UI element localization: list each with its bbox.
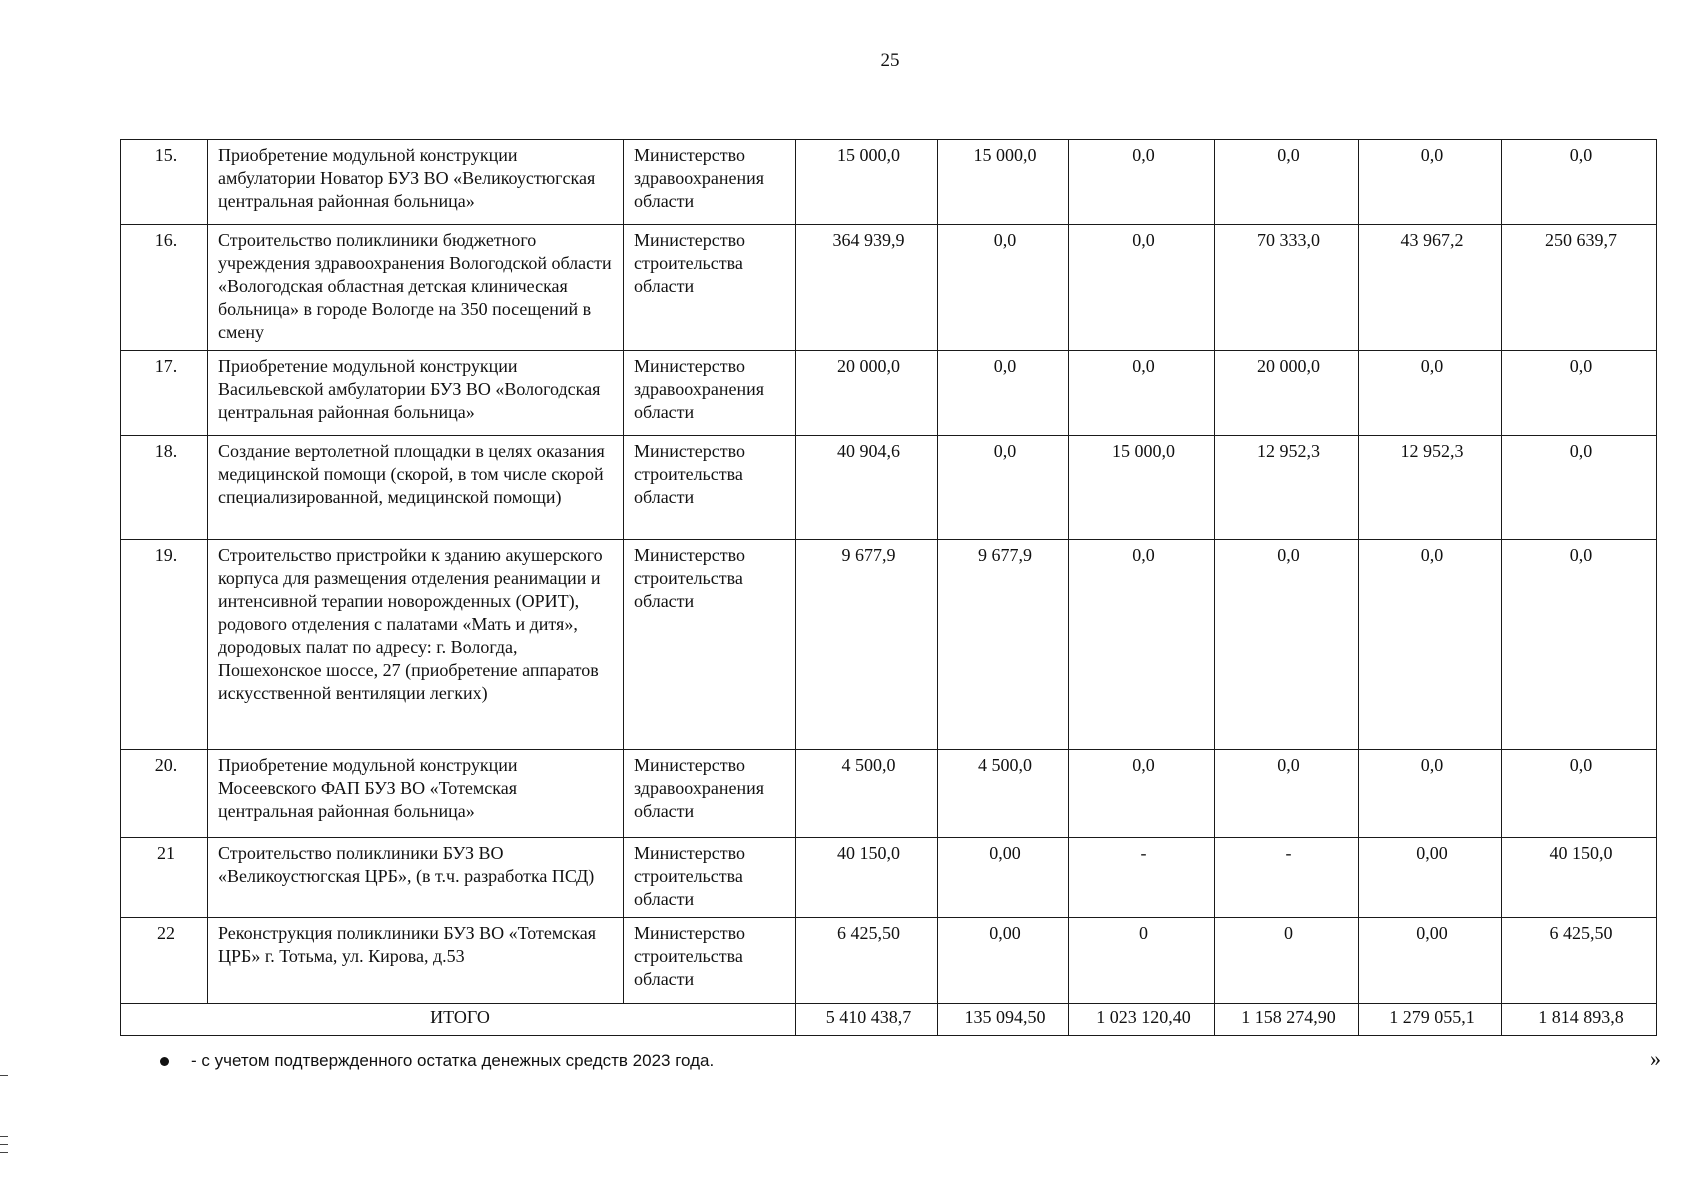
value-total: 40 904,6 bbox=[796, 436, 938, 540]
value-col-6: 6 425,50 bbox=[1502, 918, 1657, 1004]
value-col-6: 0,0 bbox=[1502, 140, 1657, 225]
table-row bbox=[121, 540, 1657, 750]
table-row bbox=[121, 225, 1657, 351]
value-col-6: 0,0 bbox=[1502, 540, 1657, 750]
row-description: Строительство поликлиники бюджетного учреждения здравоохранения Вологодской области «Вологодская областная детская клиническая больница» в городе Вологде на 350 посещений в смену bbox=[208, 225, 624, 351]
value-col-4: - bbox=[1215, 838, 1359, 918]
value-col-6: 0,0 bbox=[1502, 436, 1657, 540]
value-col-2: 4 500,0 bbox=[938, 750, 1069, 838]
value-col-3: 0,0 bbox=[1069, 540, 1215, 750]
row-responsible: Министерство строительства области bbox=[624, 918, 796, 1004]
value-col-4: 70 333,0 bbox=[1215, 225, 1359, 351]
row-description: Создание вертолетной площадки в целях оказания медицинской помощи (скорой, в том числе скорой специализированной, медицинской помощи) bbox=[208, 436, 624, 540]
value-col-4: 0,0 bbox=[1215, 540, 1359, 750]
total-row bbox=[121, 1004, 1657, 1036]
row-description: Приобретение модульной конструкции Мосеевского ФАП БУЗ ВО «Тотемская центральная районная больница» bbox=[208, 750, 624, 838]
value-total: 15 000,0 bbox=[796, 140, 938, 225]
value-total: 40 150,0 bbox=[796, 838, 938, 918]
value-col-3: 15 000,0 bbox=[1069, 436, 1215, 540]
row-responsible: Министерство строительства области bbox=[624, 838, 796, 918]
value-col-3: 0,0 bbox=[1069, 225, 1215, 351]
value-col-5: 43 967,2 bbox=[1359, 225, 1502, 351]
value-col-5: 0,00 bbox=[1359, 838, 1502, 918]
value-col-3: 0,0 bbox=[1069, 750, 1215, 838]
value-col-2: 0,0 bbox=[938, 225, 1069, 351]
row-number: 19. bbox=[121, 540, 208, 750]
total-value: 5 410 438,7 bbox=[796, 1004, 938, 1036]
row-number: 15. bbox=[121, 140, 208, 225]
funding-table bbox=[120, 139, 1657, 1036]
value-col-2: 0,0 bbox=[938, 436, 1069, 540]
value-col-3: 0 bbox=[1069, 918, 1215, 1004]
row-description: Приобретение модульной конструкции амбулатории Новатор БУЗ ВО «Великоустюгская центральная районная больница» bbox=[208, 140, 624, 225]
value-total: 20 000,0 bbox=[796, 351, 938, 436]
row-responsible: Министерство здравоохранения области bbox=[624, 140, 796, 225]
total-value: 1 023 120,40 bbox=[1069, 1004, 1215, 1036]
value-total: 4 500,0 bbox=[796, 750, 938, 838]
row-number: 16. bbox=[121, 225, 208, 351]
value-col-3: 0,0 bbox=[1069, 140, 1215, 225]
row-number: 17. bbox=[121, 351, 208, 436]
value-col-2: 0,00 bbox=[938, 838, 1069, 918]
value-total: 9 677,9 bbox=[796, 540, 938, 750]
value-total: 364 939,9 bbox=[796, 225, 938, 351]
table-body bbox=[121, 140, 1657, 1036]
value-col-4: 0,0 bbox=[1215, 140, 1359, 225]
value-col-6: 40 150,0 bbox=[1502, 838, 1657, 918]
value-col-2: 9 677,9 bbox=[938, 540, 1069, 750]
table-row bbox=[121, 436, 1657, 540]
scan-edge-marks bbox=[0, 1075, 8, 1160]
value-col-5: 0,0 bbox=[1359, 140, 1502, 225]
total-label: ИТОГО bbox=[121, 1004, 796, 1036]
total-value: 1 158 274,90 bbox=[1215, 1004, 1359, 1036]
row-number: 22 bbox=[121, 918, 208, 1004]
value-col-4: 0,0 bbox=[1215, 750, 1359, 838]
table-row bbox=[121, 351, 1657, 436]
row-number: 21 bbox=[121, 838, 208, 918]
row-description: Приобретение модульной конструкции Васильевской амбулатории БУЗ ВО «Вологодская центральная районная больница» bbox=[208, 351, 624, 436]
value-col-6: 250 639,7 bbox=[1502, 225, 1657, 351]
total-value: 135 094,50 bbox=[938, 1004, 1069, 1036]
footnote-text: - с учетом подтвержденного остатка денежных средств 2023 года. bbox=[191, 1051, 715, 1070]
row-responsible: Министерство здравоохранения области bbox=[624, 351, 796, 436]
value-col-2: 0,00 bbox=[938, 918, 1069, 1004]
row-description: Реконструкция поликлиники БУЗ ВО «Тотемская ЦРБ» г. Тотьма, ул. Кирова, д.53 bbox=[208, 918, 624, 1004]
total-value: 1 814 893,8 bbox=[1502, 1004, 1657, 1036]
value-col-6: 0,0 bbox=[1502, 351, 1657, 436]
value-col-3: 0,0 bbox=[1069, 351, 1215, 436]
closing-quote: » bbox=[1650, 1046, 1661, 1071]
row-responsible: Министерство здравоохранения области bbox=[624, 750, 796, 838]
value-col-5: 0,0 bbox=[1359, 351, 1502, 436]
value-col-5: 0,00 bbox=[1359, 918, 1502, 1004]
row-responsible: Министерство строительства области bbox=[624, 225, 796, 351]
row-number: 18. bbox=[121, 436, 208, 540]
value-col-5: 0,0 bbox=[1359, 750, 1502, 838]
page-number: 25 bbox=[880, 50, 900, 71]
value-col-5: 12 952,3 bbox=[1359, 436, 1502, 540]
row-responsible: Министерство строительства области bbox=[624, 436, 796, 540]
total-value: 1 279 055,1 bbox=[1359, 1004, 1502, 1036]
value-col-5: 0,0 bbox=[1359, 540, 1502, 750]
table-row bbox=[121, 140, 1657, 225]
table-row bbox=[121, 918, 1657, 1004]
footnote bbox=[160, 1051, 714, 1071]
value-col-4: 12 952,3 bbox=[1215, 436, 1359, 540]
value-total: 6 425,50 bbox=[796, 918, 938, 1004]
row-description: Строительство пристройки к зданию акушерского корпуса для размещения отделения реанимации и интенсивной терапии новорожденных (ОРИТ), родового отделения с палатами «Мать и дитя», дородовых палат по адресу: г. Вологда, Пошехонское шоссе, 27 (приобретение аппаратов искусственной вентиляции легких) bbox=[208, 540, 624, 750]
bullet-icon bbox=[160, 1057, 169, 1066]
row-description: Строительство поликлиники БУЗ ВО «Великоустюгская ЦРБ», (в т.ч. разработка ПСД) bbox=[208, 838, 624, 918]
row-number: 20. bbox=[121, 750, 208, 838]
table-row bbox=[121, 838, 1657, 918]
value-col-3: - bbox=[1069, 838, 1215, 918]
value-col-4: 0 bbox=[1215, 918, 1359, 1004]
value-col-2: 15 000,0 bbox=[938, 140, 1069, 225]
value-col-2: 0,0 bbox=[938, 351, 1069, 436]
table-row bbox=[121, 750, 1657, 838]
value-col-4: 20 000,0 bbox=[1215, 351, 1359, 436]
row-responsible: Министерство строительства области bbox=[624, 540, 796, 750]
value-col-6: 0,0 bbox=[1502, 750, 1657, 838]
